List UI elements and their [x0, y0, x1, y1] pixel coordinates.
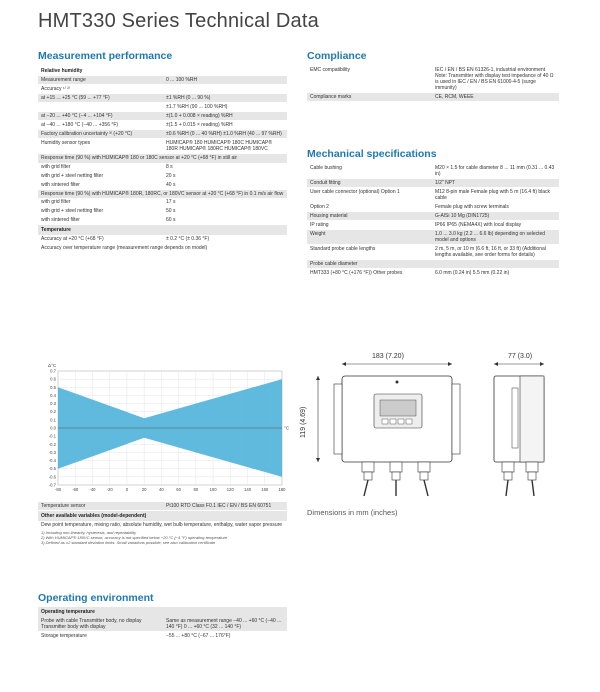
x-axis-label: °C — [284, 425, 290, 431]
table-row — [307, 269, 559, 278]
row-key: Accuracy ¹⁾ ²⁾ — [41, 86, 71, 92]
table-row — [307, 230, 559, 245]
row-key: Housing material — [310, 213, 348, 219]
row-key: Standard probe cable lengths — [310, 246, 376, 252]
row-value: 60 s — [166, 217, 176, 223]
chart-svg — [38, 357, 290, 499]
row-value: CE, RCM, WEEE — [435, 94, 474, 100]
row-value — [435, 261, 556, 267]
y-axis-label: Δ°C — [48, 363, 57, 368]
temp-range-label: Accuracy over temperature range (measurement range depends on model) — [41, 245, 208, 251]
row-value: 50 s — [166, 208, 176, 214]
y-tick-label: -0.5 — [48, 466, 56, 472]
other-variables-subheading: Other available variables (model-dependent) — [38, 511, 287, 521]
row-value: 8 s — [166, 163, 173, 170]
compliance-table — [307, 66, 559, 102]
mechanical-heading: Mechanical specifications — [307, 148, 437, 160]
y-tick-label: 0.6 — [50, 376, 56, 382]
y-tick-label: 0.4 — [50, 392, 56, 398]
row-value: 2 m, 5 m, or 10 m (6.6 ft, 16 ft, or 33 ft) (Additional lengths available, see order forms for details) — [435, 246, 546, 258]
dimension-drawing — [300, 350, 570, 500]
row-value: ±1 %RH (0 ... 90 %) — [166, 95, 211, 101]
dimensions-caption: Dimensions in mm (inches) — [307, 508, 398, 517]
response-time-label-1: Response time (90 %) with HUMICAP® 180 or 180C sensor at +20 °C (+68 °F) in still air — [38, 154, 287, 163]
x-tick-label: 120 — [226, 487, 234, 492]
row-key: with sintered filter — [41, 217, 80, 223]
x-tick-label: 80 — [193, 487, 199, 492]
row-value: 40 s — [166, 181, 176, 188]
table-row — [307, 93, 559, 102]
row-key: Conduit fitting — [310, 180, 341, 186]
x-tick-label: -80 — [54, 487, 62, 492]
table-row — [38, 235, 287, 244]
table-row — [307, 245, 559, 260]
row-key: Probe cable diameter — [310, 261, 358, 267]
row-value: G-AlSi 10 Mg (DIN1725) — [435, 213, 490, 219]
row-value: IP66 IP65 (NEMA4X) with local display — [435, 222, 522, 228]
table-row — [307, 66, 559, 93]
x-tick-label: -20 — [106, 487, 113, 492]
y-tick-label: 0.5 — [50, 384, 56, 390]
y-tick-label: -0.4 — [48, 458, 56, 464]
row-key: Humidity sensor types — [41, 140, 91, 146]
table-row — [38, 163, 287, 172]
x-tick-label: -60 — [72, 487, 79, 492]
row-value: 0 ... 100 %RH — [166, 77, 198, 83]
y-tick-label: 0.1 — [50, 417, 56, 423]
measurement-table — [38, 66, 287, 253]
row-key: at +15 ... +25 °C (59 ... +77 °F) — [41, 95, 110, 101]
row-value: Same as measurement range −40 ... +60 °C (−40 ... 140 °F) 0 ... +60 °C (32 ... 140 °F) — [166, 618, 282, 630]
row-key: Accuracy at +20 °C (+68 °F) — [41, 236, 104, 242]
table-row — [38, 76, 287, 85]
x-tick-label: 180 — [278, 487, 286, 492]
dim-front-width: 183 (7.20) — [372, 353, 404, 360]
table-row — [38, 112, 287, 121]
operating-subheading: Operating temperature — [38, 607, 287, 617]
x-tick-label: 140 — [244, 487, 252, 492]
table-row — [38, 121, 287, 130]
response-time-label-2: Response time (90 %) with HUMICAP® 180R, 180RC, or 180VC sensor at +20 °C (+68 °F) in 0.1 m/s air flow — [38, 190, 287, 199]
other-variables-text: Dew point temperature, mixing ratio, absolute humidity, wet bulb temperature, enthalpy, water vapor pressure — [41, 522, 283, 528]
page-title: HMT330 Series Technical Data — [38, 10, 319, 32]
y-tick-label: -0.7 — [48, 482, 56, 488]
row-key: Probe with cable Transmitter body, no display Transmitter body with display — [41, 618, 142, 630]
table-row — [307, 212, 559, 221]
table-row — [307, 260, 559, 269]
row-key: IP rating — [310, 222, 329, 228]
x-tick-label: 0 — [125, 487, 129, 492]
y-tick-label: -0.6 — [48, 474, 56, 480]
row-value: 1.0 ... 3.0 kg (2.2 ... 6.6 lb) depending on selected model and options — [435, 231, 546, 243]
row-key: Storage temperature — [41, 633, 87, 639]
y-tick-label: -0.1 — [48, 433, 56, 439]
row-key: Cable bushing — [310, 165, 342, 171]
temperature-accuracy-chart — [38, 357, 290, 499]
row-key: Compliance marks — [310, 94, 352, 100]
row-value: Female plug with screw terminals — [435, 204, 509, 210]
x-tick-label: 20 — [141, 487, 147, 492]
row-key: with grid + steel netting filter — [41, 172, 104, 179]
row-value: 6.0 mm (0.24 in) 5.5 mm (0.22 in) — [435, 270, 510, 276]
temperature-subheading: Temperature — [38, 225, 287, 235]
y-tick-label: 0.0 — [50, 425, 56, 431]
row-key: with sintered filter — [41, 181, 80, 188]
table-row — [38, 181, 287, 190]
row-key: at −20 ... +40 °C (−4 ... +104 °F) — [41, 113, 113, 119]
footnote: 3) Defined as ±2 standard deviation limits. Small variations possible; see also calibration certificate — [41, 539, 216, 545]
row-value: 1/2" NPT — [435, 180, 456, 186]
table-row — [38, 130, 287, 139]
row-value: ±0.6 %RH (0 ... 40 %RH) ±1.0 %RH (40 ... 97 %RH) — [166, 131, 282, 137]
operating-heading: Operating environment — [38, 592, 154, 604]
row-key: EMC compatibility — [310, 67, 351, 73]
row-value: ±(1.5 + 0.015 × reading) %RH — [166, 122, 233, 128]
table-row — [38, 139, 287, 154]
table-row — [38, 198, 287, 207]
footnote: 2) With HUMICAP® 180VC sensor, accuracy is not specified below −20 °C (−4 °F) operating temperature — [41, 534, 228, 540]
row-key: Weight — [310, 231, 326, 237]
y-tick-label: -0.2 — [48, 441, 56, 447]
row-value: 17 s — [166, 199, 176, 205]
compliance-heading: Compliance — [307, 50, 367, 62]
table-row — [38, 172, 287, 181]
row-key: at −40 ... +180 °C (−40 ... +356 °F) — [41, 122, 119, 128]
table-row — [38, 85, 287, 94]
operating-table — [38, 607, 287, 641]
table-row — [307, 164, 559, 179]
x-tick-label: 60 — [176, 487, 181, 492]
table-row — [38, 617, 287, 632]
y-tick-label: 0.7 — [50, 368, 56, 374]
row-key — [41, 104, 166, 110]
table-row — [38, 502, 287, 511]
row-value: M20 × 1.5 for cable diameter 8 ... 11 mm (0.31 ... 0.43 in) — [435, 165, 555, 177]
x-tick-label: 100 — [209, 487, 217, 492]
row-value: M12 8-pin male Female plug with 5 m (16.4 ft) black cable — [435, 189, 551, 201]
row-value: ± 0.2 °C (± 0.36 °F) — [166, 236, 210, 242]
row-key: Factory calibration uncertainty ³⁾ (+20 °C) — [41, 131, 133, 137]
row-key: with grid filter — [41, 199, 71, 205]
table-row — [38, 103, 287, 112]
row-value: 20 s — [166, 172, 176, 179]
row-key: User cable connector (optional) Option 1 — [310, 189, 400, 195]
row-value: Pt100 RTD Class F0.1 IEC / EN / BS EN 60751 — [166, 503, 272, 509]
table-row — [307, 188, 559, 203]
measurement-heading: Measurement performance — [38, 50, 173, 62]
row-key: with grid + steel netting filter — [41, 208, 104, 214]
row-key: Option 2 — [310, 204, 329, 210]
y-tick-label: -0.3 — [48, 449, 56, 455]
table-row — [38, 94, 287, 103]
x-tick-label: 40 — [159, 487, 164, 492]
table-row — [38, 632, 287, 641]
row-value: ±(1.0 + 0.008 × reading) %RH — [166, 113, 233, 119]
rh-subheading: Relative humidity — [41, 68, 83, 74]
footnote: 1) Including non-linearity, hysteresis, and repeatability — [41, 529, 137, 535]
row-key: with grid filter — [41, 163, 71, 170]
x-tick-label: -40 — [89, 487, 96, 492]
row-value — [166, 86, 284, 92]
row-value: HUMICAP® 180 HUMICAP® 180C HUMICAP® 180R HUMICAP® 180RC HUMICAP® 180VC — [166, 140, 273, 152]
measurement-table-continued — [38, 502, 287, 545]
y-tick-label: 0.2 — [50, 409, 56, 415]
table-row — [38, 216, 287, 225]
row-value: −55 ... +80 °C (−67 ... 176°F) — [166, 633, 231, 639]
dim-height: 119 (4.69) — [300, 406, 307, 438]
mechanical-table — [307, 164, 559, 278]
row-key: Measurement range — [41, 77, 86, 83]
table-row — [38, 207, 287, 216]
row-key: Temperature sensor — [41, 503, 86, 509]
row-value: ±1.7 %RH (90 ... 100 %RH) — [166, 104, 228, 110]
table-row — [307, 203, 559, 212]
row-key: HMT333 (+80 °C (+176 °F)) Other probes — [310, 270, 403, 276]
x-tick-label: 160 — [261, 487, 269, 492]
dim-side-width: 77 (3.0) — [508, 353, 533, 360]
row-value: IEC / EN / BS EN 61326-1, industrial environment Note: Transmitter with display test impedance of 40 Ω is used in IEC / EN / BS EN 61000-4-5 (surge immunity) — [435, 67, 554, 91]
y-tick-label: 0.3 — [50, 401, 56, 407]
table-row — [307, 221, 559, 230]
table-row — [307, 179, 559, 188]
